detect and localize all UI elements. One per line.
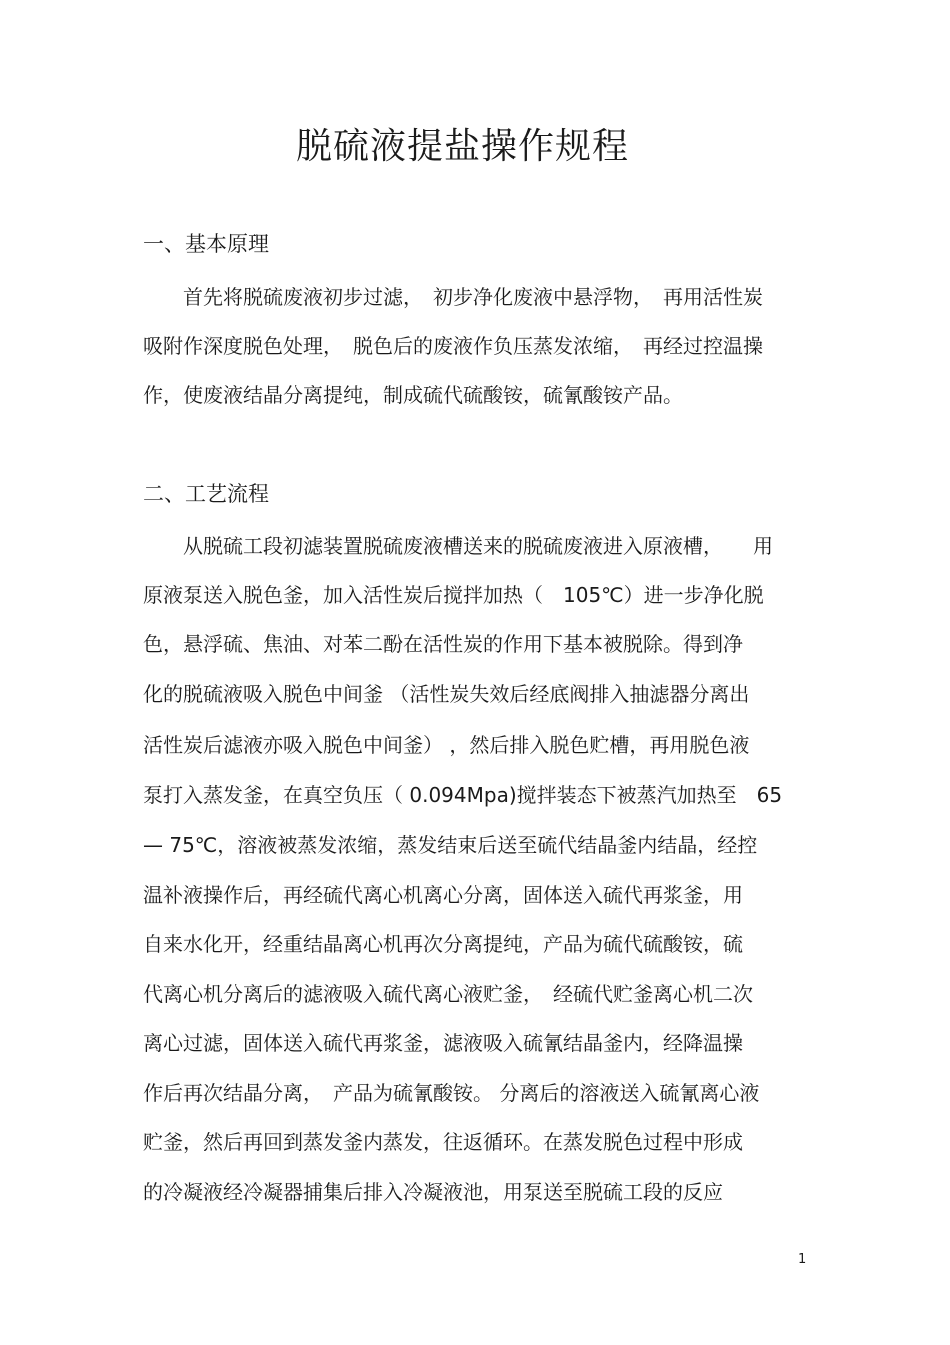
- process-line-9: 自来水化开，经重结晶离心机再次分离提纯，产品为硫代硫酸铵，硫: [143, 932, 743, 956]
- process-line-5: 活性炭后滤液亦吸入脱色中间釜） ，然后排入脱色贮槽，再用脱色液: [143, 733, 750, 757]
- principle-line-2: 吸附作深度脱色处理， 脱色后的废液作负压蒸发浓缩， 再经过控温操: [143, 334, 763, 358]
- process-line-4: 化的脱硫液吸入脱色中间釜 （活性炭失效后经底阀排入抽滤器分离出: [143, 682, 750, 706]
- section-heading-process: 二、工艺流程: [143, 482, 269, 506]
- page-number: 1: [798, 1252, 807, 1267]
- process-line-1: 从脱硫工段初滤装置脱硫废液槽送来的脱硫废液进入原液槽， 用: [143, 534, 773, 558]
- process-line-12: 作后再次结晶分离， 产品为硫氰酸铵。 分离后的溶液送入硫氰离心液: [143, 1081, 760, 1105]
- process-line-10: 代离心机分离后的滤液吸入硫代离心液贮釜， 经硫代贮釜离心机二次: [143, 982, 753, 1006]
- principle-line-3: 作，使废液结晶分离提纯，制成硫代硫酸铵，硫氰酸铵产品。: [143, 383, 683, 407]
- process-line-3: 色，悬浮硫、焦油、对苯二酚在活性炭的作用下基本被脱除。得到净: [143, 632, 743, 656]
- section-heading-principle: 一、基本原理: [143, 232, 269, 256]
- process-line-7: — 75℃，溶液被蒸发浓缩，蒸发结束后送至硫代结晶釜内结晶，经控: [143, 833, 758, 857]
- process-line-13: 贮釜，然后再回到蒸发釜内蒸发，往返循环。在蒸发脱色过程中形成: [143, 1130, 743, 1154]
- process-line-11: 离心过滤，固体送入硫代再浆釜，滤液吸入硫氰结晶釜内，经降温操: [143, 1031, 743, 1055]
- process-line-14: 的冷凝液经冷凝器捕集后排入冷凝液池，用泵送至脱硫工段的反应: [143, 1180, 723, 1204]
- process-line-2: 原液泵送入脱色釜，加入活性炭后搅拌加热（ 105℃）进一步净化脱: [143, 583, 764, 607]
- principle-line-1: 首先将脱硫废液初步过滤， 初步净化废液中悬浮物， 再用活性炭: [143, 285, 763, 309]
- document-title: 脱硫液提盐操作规程: [295, 126, 629, 167]
- process-line-6: 泵打入蒸发釜，在真空负压（ 0.094Mpa)搅拌装态下被蒸汽加热至 65: [143, 783, 783, 807]
- process-line-8: 温补液操作后，再经硫代离心机离心分离，固体送入硫代再浆釜，用: [143, 883, 743, 907]
